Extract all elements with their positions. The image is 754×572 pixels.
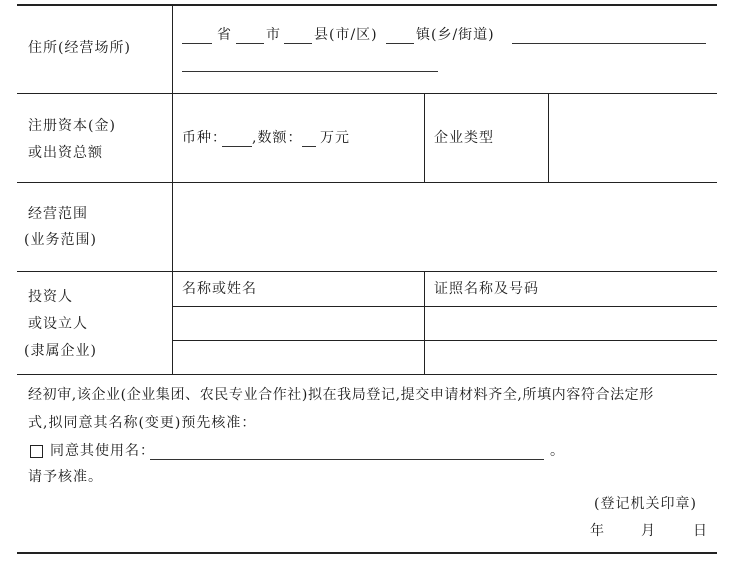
residence-label: 住所(经营场所) <box>28 40 131 56</box>
county-blank[interactable] <box>284 43 312 44</box>
currency-blank[interactable] <box>222 146 252 147</box>
scope-label-line2: (业务范围) <box>24 232 97 248</box>
province-label: 省 <box>217 27 232 43</box>
amount-unit: 万元 <box>320 130 350 146</box>
capital-label-line1: 注册资本(金) <box>28 118 116 134</box>
investor-subrow-divider-1 <box>172 306 717 307</box>
row-divider-3 <box>17 271 717 272</box>
capital-type-divider-2 <box>548 93 549 182</box>
currency-label: 币种： <box>182 130 227 146</box>
investor-col-name-header: 名称或姓名 <box>182 281 257 297</box>
town-blank[interactable] <box>386 43 414 44</box>
capital-label-line2: 或出资总额 <box>28 145 103 161</box>
row-divider-1 <box>17 93 717 94</box>
date-year: 年 <box>590 523 605 539</box>
investor-column-divider <box>424 271 425 374</box>
row-divider-2 <box>17 182 717 183</box>
amount-label: ,数额： <box>252 130 303 146</box>
approve-name-label: 同意其使用名： <box>50 443 155 459</box>
date-month: 月 <box>641 523 656 539</box>
approve-name-end: 。 <box>550 443 565 459</box>
date-day: 日 <box>693 523 708 539</box>
investor-label-line1: 投资人 <box>28 289 73 305</box>
amount-blank[interactable] <box>302 146 316 147</box>
capital-type-divider-1 <box>424 93 425 182</box>
city-blank[interactable] <box>236 43 264 44</box>
investor-label-line3: (隶属企业) <box>24 343 97 359</box>
county-label: 县(市/区) <box>314 27 378 43</box>
label-column-divider <box>172 4 173 374</box>
investor-name-cell[interactable] <box>182 312 418 332</box>
table-bottom-border <box>17 374 717 375</box>
approval-request: 请予核准。 <box>28 469 103 485</box>
address-blank-line1[interactable] <box>512 43 706 44</box>
investor-id-cell[interactable] <box>434 312 710 332</box>
page-bottom-border <box>17 552 717 554</box>
scope-field[interactable] <box>182 204 712 244</box>
investor-subrow-divider-2 <box>172 340 717 341</box>
investor-id-cell[interactable] <box>434 346 710 366</box>
province-blank[interactable] <box>182 43 212 44</box>
city-label: 市 <box>266 27 281 43</box>
address-blank-line2[interactable] <box>182 71 438 72</box>
approve-name-checkbox[interactable] <box>30 445 43 458</box>
seal-label: (登记机关印章) <box>594 496 697 512</box>
table-top-border <box>17 4 717 6</box>
investor-name-cell[interactable] <box>182 346 418 366</box>
enterprise-type-field[interactable] <box>560 128 710 148</box>
scope-label-line1: 经营范围 <box>28 206 88 222</box>
investor-label-line2: 或设立人 <box>28 316 88 332</box>
approval-text-line2: 式,拟同意其名称(变更)预先核准： <box>28 415 257 431</box>
approved-name-blank[interactable] <box>150 459 544 460</box>
town-label: 镇(乡/街道) <box>416 27 495 43</box>
approval-text-line1: 经初审,该企业(企业集团、农民专业合作社)拟在我局登记,提交申请材料齐全,所填内容符合法定形 <box>28 387 654 403</box>
enterprise-type-label: 企业类型 <box>434 130 494 146</box>
investor-col-id-header: 证照名称及号码 <box>434 281 539 297</box>
